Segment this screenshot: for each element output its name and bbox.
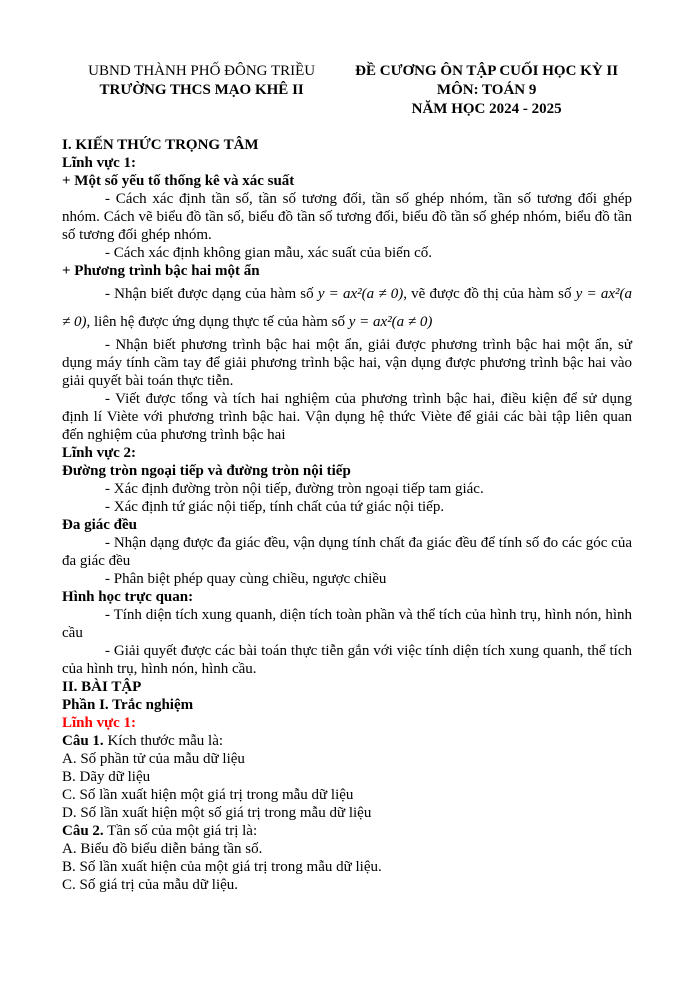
text-run: - Cách xác định tần số, tần số tương đối, tần số ghép nhóm, tần số tương đối ghép nhóm. Cách vẽ biểu đồ tần số, biểu đồ tần số tương đối, biểu đồ tần số ghép nhóm, biểu đồ tần số tương đối ghép nhóm. [62,191,632,243]
text-run: Phần I. Trắc nghiệm [62,697,194,713]
question [62,732,632,750]
paragraph [62,534,632,570]
option [62,876,632,894]
header-authority-line: UBND THÀNH PHỐ ĐÔNG TRIỀU [88,63,316,79]
text-run: , vẽ được đồ thị của hàm số [403,286,576,302]
text-run: - Viết được tổng và tích hai nghiệm của phương trình bậc hai, điều kiện để sử dụng định lí Viète với phương trình bậc hai. Vận dụng hệ thức Viète để giải các bài tập liên quan đến nghiệm của phương trình bậc hai [62,391,632,443]
paragraph [62,570,632,588]
text-run: Đường tròn ngoại tiếp và đường tròn nội tiếp [62,463,351,479]
subheading [62,696,632,714]
math-formula: y = ax²(a ≠ 0) [317,286,404,302]
subheading [62,444,632,462]
paragraph [62,480,632,498]
text-run: Lĩnh vực 1: [62,155,137,171]
text-run: - Xác định tứ giác nội tiếp, tính chất của tứ giác nội tiếp. [105,499,445,515]
option [62,750,632,768]
text-run: A. Số phần tử của mẫu dữ liệu [62,751,245,767]
header-school-block [62,62,341,119]
paragraph [62,642,632,678]
section-heading [62,136,632,154]
text-run: - Giải quyết được các bài toán thực tiễn gắn với việc tính diện tích xung quanh, thể tích của hình trụ, hình nón, hình cầu. [62,643,632,677]
text-run: Đa giác đều [62,517,137,533]
paragraph [62,280,632,336]
option [62,804,632,822]
text-run: - Nhận biết được dạng của hàm số [105,286,318,302]
subheading [62,714,632,732]
header-title-block [341,62,632,119]
text-run: B. Số lần xuất hiện của một giá trị trong mẫu dữ liệu. [62,859,382,875]
text-run: D. Số lần xuất hiện một số giá trị trong mẫu dữ liệu [62,805,372,821]
text-run: Lĩnh vực 2: [62,445,137,461]
paragraph [62,498,632,516]
paragraph [62,390,632,444]
subject-line: MÔN: TOÁN 9 [436,82,537,98]
math-formula: y = ax²(a ≠ 0) [62,286,632,330]
subheading [62,154,632,172]
text-run: Câu 1. [62,733,104,749]
subheading [62,262,632,280]
text-run: Hình học trực quan: [62,589,194,605]
text-run: A. Biểu đồ biểu diễn bảng tần số. [62,841,263,857]
paragraph [62,190,632,244]
document-title: ĐỀ CƯƠNG ÔN TẬP CUỐI HỌC KỲ II [355,63,619,79]
option [62,840,632,858]
document-body [62,136,632,894]
text-run: - Nhận dạng được đa giác đều, vận dụng tính chất đa giác đều để tính số đo các góc của đa giác đều [62,535,632,569]
text-run: - Phân biệt phép quay cùng chiều, ngược chiều [105,571,387,587]
option [62,768,632,786]
text-run: + Một số yếu tố thống kê và xác suất [62,173,295,189]
section-heading [62,678,632,696]
text-run: Lĩnh vực 1: [62,715,137,731]
subheading [62,588,632,606]
paragraph [62,244,632,262]
paragraph [62,336,632,390]
text-run: II. BÀI TẬP [62,679,142,695]
document-header [62,62,632,119]
text-run: - Nhận biết phương trình bậc hai một ẩn, giải được phương trình bậc hai một ẩn, sử dụng máy tính cầm tay để giải phương trình bậc hai, vận dụng được phương trình bậc hai vào giải quyết bài toán thực tiễn. [62,337,632,389]
subheading [62,462,632,480]
subheading [62,516,632,534]
subheading [62,172,632,190]
text-run: Kích thước mẫu là: [103,733,224,749]
text-run: Câu 2. [62,823,104,839]
text-run: I. KIẾN THỨC TRỌNG TÂM [62,137,259,153]
text-run: C. Số lần xuất hiện một giá trị trong mẫu dữ liệu [62,787,354,803]
option [62,786,632,804]
text-run: + Phương trình bậc hai một ẩn [62,263,260,279]
text-run: Tần số của một giá trị là: [103,823,258,839]
text-run: , liên hệ được ứng dụng thực tế của hàm số [86,314,349,330]
header-school-name: TRƯỜNG THCS MẠO KHÊ II [99,82,304,98]
paragraph [62,606,632,642]
school-year-line: NĂM HỌC 2024 - 2025 [411,101,562,117]
question [62,822,632,840]
text-run: - Cách xác định không gian mẫu, xác suất của biến cố. [105,245,432,261]
text-run: - Xác định đường tròn nội tiếp, đường tròn ngoại tiếp tam giác. [105,481,484,497]
text-run: - Tính diện tích xung quanh, diện tích toàn phần và thể tích của hình trụ, hình nón, hình cầu [62,607,632,641]
math-formula: y = ax²(a ≠ 0) [348,314,433,330]
text-run: B. Dãy dữ liệu [62,769,151,785]
text-run: C. Số giá trị của mẫu dữ liệu. [62,877,239,893]
option [62,858,632,876]
